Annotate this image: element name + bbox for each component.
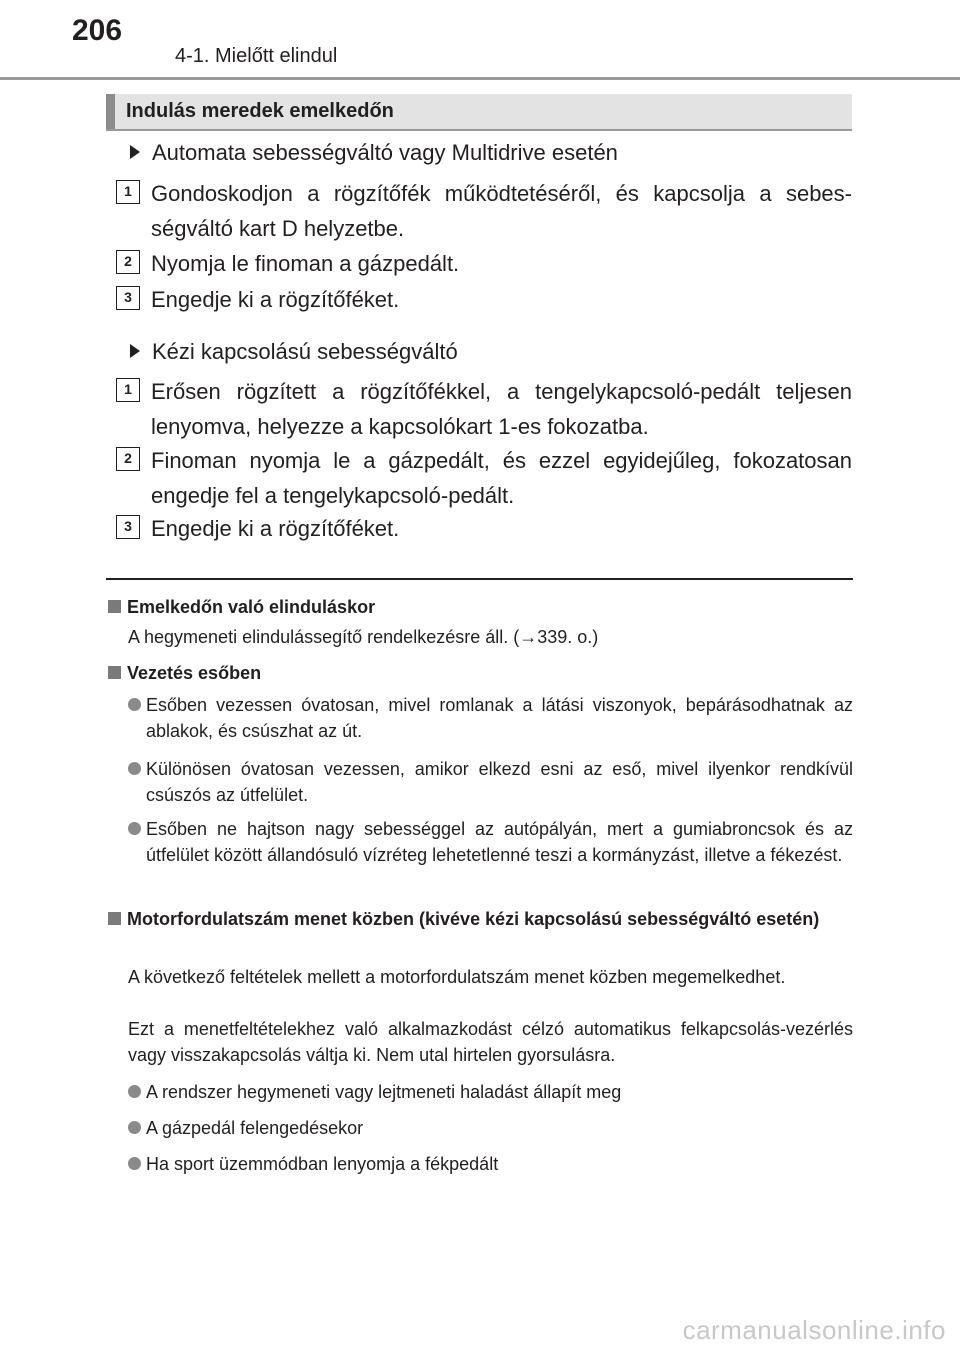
bullet-text: Ha sport üzemmódban lenyomja a fékpedált: [146, 1154, 499, 1174]
triangle-bullet-icon: [130, 145, 140, 159]
bullet-text: A gázpedál felengedésekor: [146, 1118, 364, 1138]
step-text: Engedje ki a rögzítőféket.: [151, 287, 400, 312]
manual-step-3: [116, 511, 852, 546]
manual-step-2: [116, 443, 852, 513]
step-text: Finoman nyomja le a gázpedált, és ezzel egyidejűleg, fokozatosan engedje fel a tengelykapcsoló-pedált.: [151, 448, 852, 508]
circle-bullet-icon: [128, 762, 141, 775]
step-number: 2: [116, 250, 140, 274]
section-bar-accent: [106, 94, 115, 129]
automatic-step-2: [116, 246, 852, 281]
manual-heading: [130, 339, 458, 365]
note-heading-text: Motorfordulatszám menet közben (kivéve kézi kapcsolású sebességváltó esetén): [127, 909, 820, 929]
step-text: Gondoskodjon a rögzítőfék működtetéséről, és kapcsolja a sebességváltó kart D helyzetbe.: [151, 181, 852, 241]
page-number: 206: [72, 14, 123, 47]
note-rpm-text-2: Ezt a menetfeltételekhez való alkalmazkodást célzó automatikus felkapcsolás-vezérlés vagy visszakapcsolás váltja ki. Nem utal hirtelen gyorsulásra.: [128, 1019, 853, 1065]
circle-bullet-icon: [128, 698, 141, 711]
section-divider: [106, 578, 853, 580]
step-number: 1: [116, 378, 140, 402]
note-uphill-heading: [108, 594, 853, 620]
step-number: 3: [116, 515, 140, 539]
rpm-bullet-1: [128, 1079, 853, 1105]
rain-bullet-2: [128, 756, 853, 808]
section-title: Indulás meredek emelkedőn: [126, 100, 394, 122]
note-rain-heading: [108, 660, 853, 686]
note-heading-text: Vezetés esőben: [127, 663, 262, 683]
header-section-title: 4-1. Mielőtt elindul: [175, 45, 338, 67]
note-uphill-text: A hegymeneti elindulássegítő rendelkezésre áll. (→339. o.): [128, 627, 599, 647]
automatic-heading-text: Automata sebességváltó vagy Multidrive esetén: [152, 140, 618, 165]
automatic-step-1: [116, 176, 852, 246]
manual-heading-text: Kézi kapcsolású sebességváltó: [152, 339, 458, 364]
manual-step-1: [116, 374, 852, 444]
step-text: Erősen rögzített a rögzítőfékkel, a tengelykapcsoló-pedált teljesen lenyomva, helyezze a kapcsolókart 1-es fokozatba.: [151, 379, 852, 439]
square-bullet-icon: [108, 666, 121, 679]
triangle-bullet-icon: [130, 344, 140, 358]
rpm-bullet-3: [128, 1151, 853, 1177]
bullet-text: Esőben vezessen óvatosan, mivel romlanak a látási viszonyok, bepárásodhatnak az ablakok, és csúszhat az út.: [146, 695, 853, 741]
square-bullet-icon: [108, 912, 121, 925]
watermark: carmanualsonline.info: [682, 1315, 946, 1345]
circle-bullet-icon: [128, 1085, 141, 1098]
step-number: 1: [116, 180, 140, 204]
circle-bullet-icon: [128, 822, 141, 835]
note-heading-text: Emelkedőn való elinduláskor: [127, 597, 376, 617]
rain-bullet-3: [128, 816, 853, 868]
circle-bullet-icon: [128, 1121, 141, 1134]
rain-bullet-1: [128, 692, 853, 744]
bullet-text: Esőben ne hajtson nagy sebességgel az autópályán, mert a gumiabroncsok és az útfelület között állandósuló vízréteg lehetetlenné teszi a kormányzást, illetve a fékezést.: [146, 819, 853, 865]
step-text: Nyomja le finoman a gázpedált.: [151, 251, 460, 276]
automatic-step-3: [116, 282, 852, 317]
square-bullet-icon: [108, 600, 121, 613]
bullet-text: A rendszer hegymeneti vagy lejtmeneti haladást állapít meg: [146, 1082, 622, 1102]
header-rule: [0, 77, 960, 80]
circle-bullet-icon: [128, 1157, 141, 1170]
rpm-bullet-2: [128, 1115, 853, 1141]
automatic-heading: [130, 140, 618, 166]
step-number: 3: [116, 286, 140, 310]
note-rpm-heading: [108, 906, 853, 932]
step-text: Engedje ki a rögzítőféket.: [151, 516, 400, 541]
note-rpm-text-1: A következő feltételek mellett a motorfordulatszám menet közben megemelkedhet.: [128, 967, 786, 987]
section-title-bar: [106, 94, 852, 131]
step-number: 2: [116, 447, 140, 471]
bullet-text: Különösen óvatosan vezessen, amikor elkezd esni az eső, mivel ilyenkor rendkívül csúszós az útfelület.: [146, 759, 853, 805]
